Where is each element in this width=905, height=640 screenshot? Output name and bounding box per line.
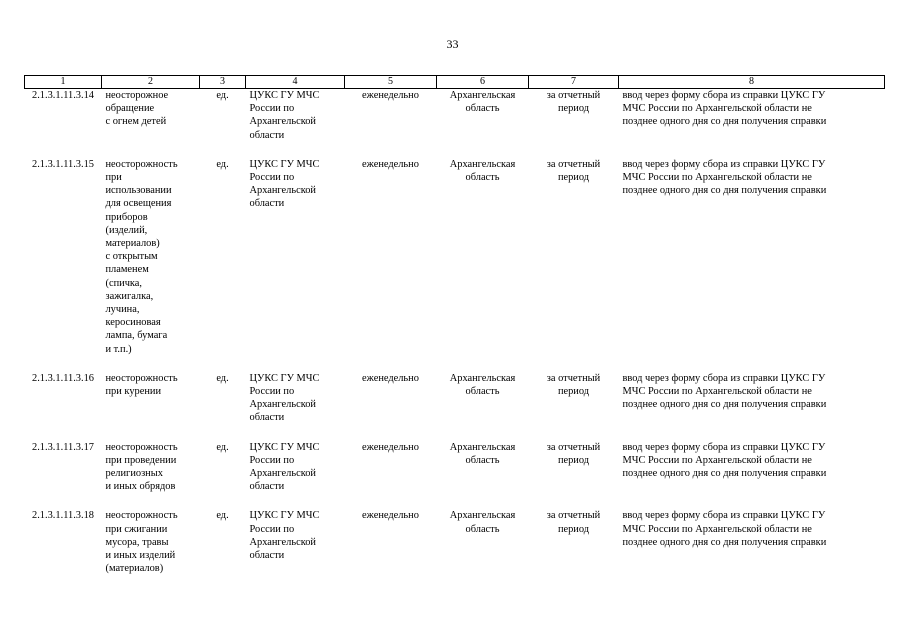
period: за отчетный период xyxy=(546,90,601,115)
indicator-code: 2.1.3.1.11.3.16 xyxy=(32,372,94,384)
collection-method: ввод через форму сбора из справки ЦУКС ГУ МЧС России по Архангельской области не позднее одного дня со дня получения справки xyxy=(622,441,827,480)
unit: ед. xyxy=(216,510,229,522)
header-col-3: 3 xyxy=(200,76,246,89)
frequency: еженедельно xyxy=(362,158,419,170)
territory: Архангельская область xyxy=(449,158,516,184)
unit: ед. xyxy=(216,372,229,384)
page-number: 33 xyxy=(446,37,459,51)
collection-method: ввод через форму сбора из справки ЦУКС ГУ МЧС России по Архангельской области не позднее одного дня со дня получения справки xyxy=(622,90,827,128)
indicator-name: неосторожное обращение с огнем детей xyxy=(105,90,169,128)
territory: Архангельская область xyxy=(449,510,516,535)
indicator-name: неосторожность при курении xyxy=(105,372,178,398)
frequency: еженедельно xyxy=(362,372,419,384)
data-source: ЦУКС ГУ МЧС России по Архангельской области xyxy=(249,158,320,210)
period: за отчетный период xyxy=(546,372,601,398)
unit: ед. xyxy=(216,90,229,101)
data-source: ЦУКС ГУ МЧС России по Архангельской области xyxy=(249,510,320,562)
territory: Архангельская область xyxy=(449,372,516,398)
header-col-1: 1 xyxy=(25,76,102,89)
table-row xyxy=(25,441,885,510)
indicator-name: неосторожность при использовании для освещения приборов (изделий, материалов) с открытым пламенем (спичка, зажигалка, лучина, керосиновая лампа, бумага и т.п.) xyxy=(105,158,178,355)
indicator-code: 2.1.3.1.11.3.18 xyxy=(32,510,94,522)
territory: Архангельская область xyxy=(449,441,516,466)
header-row xyxy=(25,76,885,89)
period: за отчетный период xyxy=(546,441,601,466)
column-number-header xyxy=(25,76,885,89)
indicator-name: неосторожность при проведении религиозных и иных обрядов xyxy=(105,441,178,493)
indicator-table xyxy=(24,75,885,592)
indicator-code: 2.1.3.1.11.3.15 xyxy=(32,158,94,170)
period: за отчетный период xyxy=(546,510,601,535)
table-row xyxy=(25,509,885,591)
data-source: ЦУКС ГУ МЧС России по Архангельской области xyxy=(249,90,320,141)
territory: Архангельская область xyxy=(449,90,516,115)
frequency: еженедельно xyxy=(362,90,419,101)
frequency: еженедельно xyxy=(362,510,419,522)
header-col-2: 2 xyxy=(102,76,200,89)
frequency: еженедельно xyxy=(362,441,419,453)
header-col-8: 8 xyxy=(619,76,885,89)
period: за отчетный период xyxy=(546,158,601,184)
indicator-code: 2.1.3.1.11.3.14 xyxy=(32,90,94,101)
collection-method: ввод через форму сбора из справки ЦУКС ГУ МЧС России по Архангельской области не позднее одного дня со дня получения справки xyxy=(622,158,827,197)
data-source: ЦУКС ГУ МЧС России по Архангельской области xyxy=(249,441,320,493)
indicator-name: неосторожность при сжигании мусора, травы и иных изделий (материалов) xyxy=(105,510,178,575)
header-col-5: 5 xyxy=(345,76,437,89)
header-col-7: 7 xyxy=(529,76,619,89)
table-row xyxy=(25,89,885,158)
table-row xyxy=(25,372,885,441)
collection-method: ввод через форму сбора из справки ЦУКС ГУ МЧС России по Архангельской области не позднее одного дня со дня получения справки xyxy=(622,372,827,411)
unit: ед. xyxy=(216,441,229,453)
collection-method: ввод через форму сбора из справки ЦУКС ГУ МЧС России по Архангельской области не позднее одного дня со дня получения справки xyxy=(622,510,827,548)
unit: ед. xyxy=(216,158,229,170)
data-source: ЦУКС ГУ МЧС России по Архангельской области xyxy=(249,372,320,424)
indicator-code: 2.1.3.1.11.3.17 xyxy=(32,441,94,453)
header-col-4: 4 xyxy=(246,76,345,89)
table-row xyxy=(25,158,885,372)
header-col-6: 6 xyxy=(437,76,529,89)
